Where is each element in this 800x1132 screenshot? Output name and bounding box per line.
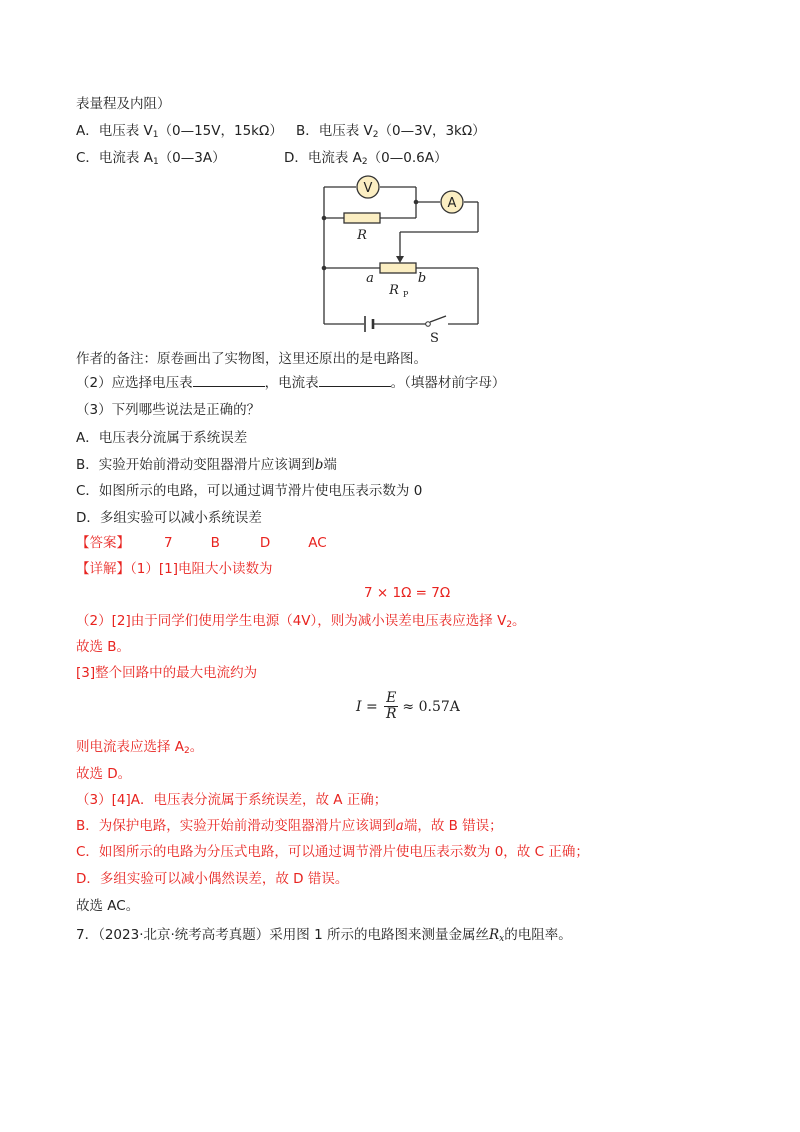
- answer-blank-voltmeter[interactable]: [193, 373, 265, 387]
- slider-arrow-icon: [396, 256, 404, 263]
- equation-resistance: 7 × 1Ω = 7Ω: [364, 585, 451, 601]
- rheostat-subscript: P: [403, 290, 409, 299]
- text: 表量程及内阻）: [76, 96, 171, 112]
- detail-line-9: C．如图所示的电路为分压式电路，可以通过调节滑片使电压表示数为 0，故 C 正确；: [76, 844, 589, 860]
- detail-line-1: 【详解】（1）[1]电阻大小读数为: [76, 561, 273, 577]
- circuit-diagram: [318, 176, 488, 346]
- question-3-option-a: A．电压表分流属于系统误差: [76, 430, 248, 446]
- detail-line-3: 故选 B。: [76, 639, 131, 655]
- switch-contact: [426, 322, 431, 327]
- end-a-label: a: [366, 271, 374, 286]
- question-7: 7．（2023·北京·统考高考真题）采用图 1 所示的电路图来测量金属丝$R_x$的电阻率。: [76, 927, 572, 944]
- answer-value: B: [210, 535, 220, 551]
- question-text-tail: [76, 94, 171, 114]
- rheostat-symbol: [380, 263, 416, 273]
- option-a: A．电压表 $V_1(0—15V$，15kΩ）: [76, 123, 283, 140]
- junction-dot: [322, 216, 327, 221]
- equation-current: I = $\frac{E}{R}$ ≈ 0.57A: [356, 690, 460, 722]
- option-c: C．电流表 $A_1(0—3A)$: [76, 150, 226, 167]
- answer-value: 7: [164, 535, 173, 551]
- junction-dot: [414, 200, 419, 205]
- answer-line: [76, 533, 327, 553]
- detail-line-10: D．多组实验可以减小偶然误差，故 D 错误。: [76, 871, 349, 887]
- ammeter-label: A: [447, 196, 457, 211]
- question-3-option-c: C．如图所示的电路，可以通过调节滑片使电压表示数为 0: [76, 483, 423, 499]
- detail-line-6: 故选 D。: [76, 766, 132, 782]
- detail-line-2: （2）[2]由于同学们使用学生电源（4V），则为减小误差电压表应选择 $V_2$。: [76, 613, 526, 630]
- resistor-label: R: [357, 228, 367, 243]
- end-b-label: b: [417, 271, 427, 286]
- option-b: B．电压表 $V_2(0—3V$，3kΩ）: [296, 123, 486, 140]
- answer-label: 【答案】: [76, 535, 130, 551]
- junction-dot: [322, 266, 327, 271]
- question-2: （2）应选择电压表 ，电流表 。（填器材前字母）: [76, 375, 506, 391]
- detail-line-5: 则电流表应选择 $A_2$。: [76, 739, 204, 756]
- author-note: 作者的备注：原卷画出了实物图，这里还原出的是电路图。: [76, 351, 427, 367]
- fraction: $\frac{E}{R}$: [386, 690, 397, 722]
- question-3-option-b: B．实验开始前滑动变阻器滑片应该调到b端: [76, 457, 337, 473]
- answer-blank-ammeter[interactable]: [319, 373, 391, 387]
- rheostat-label: R: [389, 283, 399, 298]
- detail-line-8: B．为保护电路，实验开始前滑动变阻器滑片应该调到a端，故 B 错误；: [76, 818, 503, 834]
- options-row-cd: [76, 148, 447, 168]
- resistor-symbol: [344, 213, 380, 223]
- voltmeter-label: V: [363, 181, 373, 196]
- option-d: D．电流表 $A_2(0—0.6A)$: [284, 150, 448, 167]
- answer-value: AC: [308, 535, 327, 551]
- switch-label: S: [430, 331, 439, 346]
- question-3-option-d: D．多组实验可以减小系统误差: [76, 510, 262, 526]
- detail-line-7: （3）[4]A．电压表分流属于系统误差，故 A 正确；: [76, 792, 388, 808]
- question-3-stem: （3）下列哪些说法是正确的？: [76, 402, 261, 418]
- options-row-ab: [76, 121, 486, 141]
- detail-line-11: 故选 AC。: [76, 898, 140, 914]
- answer-value: D: [259, 535, 271, 551]
- detail-line-4: [3]整个回路中的最大电流约为: [76, 665, 258, 681]
